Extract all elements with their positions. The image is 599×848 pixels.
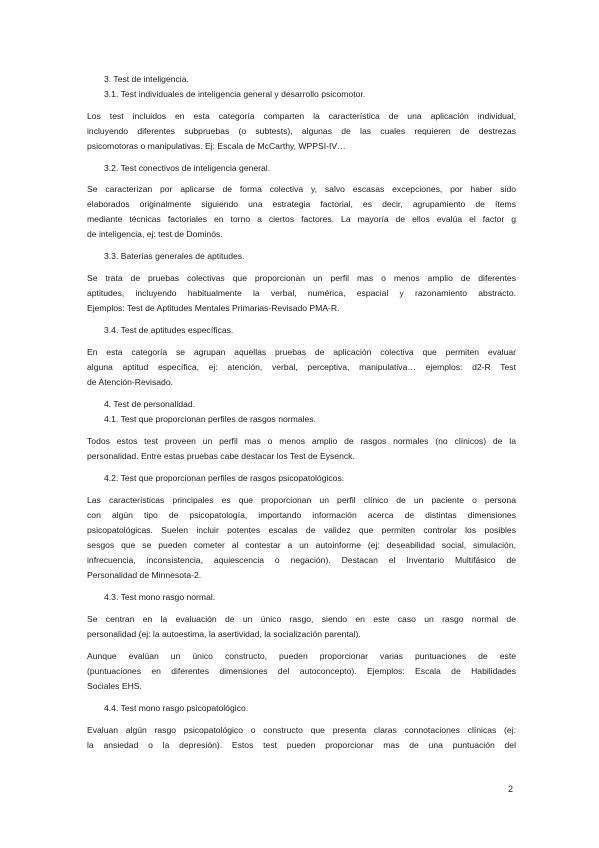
subsection-heading: 3.4. Test de aptitudes específicas.: [104, 325, 234, 335]
paragraph-line: personalidad (ej: la autoestima, la asertividad, la socialización parental).: [87, 629, 361, 639]
paragraph-line: Se trata de pruebas colectivas que proporcionan un perfil mas o menos amplio de diferentes: [87, 273, 516, 283]
section-heading: 3. Test de inteligencia.: [104, 74, 189, 84]
section-heading: 4. Test de personalidad.: [104, 399, 196, 409]
paragraph-line: mediante técnicas factoriales en torno a ciertos factores. La mayoría de ellos evalúa el factor g: [87, 214, 516, 224]
paragraph-line: Aunque evalúan un único constructo, pueden proporcionar varias puntuaciones de este: [87, 651, 516, 661]
subsection-heading: 3.3. Baterías generales de aptitudes.: [104, 251, 245, 261]
subsection-heading: 3.1. Test individuales de inteligencia general y desarrollo psicomotor.: [104, 89, 366, 99]
paragraph-line: elaborados originalmente siguiendo una estrategia factorial, es decir, agrupamiento de ítems: [87, 199, 516, 209]
paragraph-line: Se centran en la evaluación de un único rasgo, siendo en este caso un rasgo normal de: [87, 614, 516, 624]
paragraph-line: Ejemplos: Test de Aptitudes Mentales Primarias-Revisado PMA-R.: [87, 303, 340, 313]
paragraph-line: psicopatológicas. Suelen incluir potentes escalas de validez que permiten controlar los posibles: [87, 525, 516, 535]
paragraph-line: con algún tipo de psicopatología, importando información acerca de distintas dimensiones: [87, 510, 516, 520]
paragraph-line: Evaluan algún rasgo psicopatológico o constructo que presenta claras connotaciones clínicas (ej:: [87, 725, 516, 735]
subsection-heading: 3.2. Test conectivos de inteligencia general.: [104, 163, 271, 173]
paragraph-line: infrecuencia, inconsistencia, aquiescencia o negación). Destacan el Inventario Multifásico de: [87, 555, 516, 565]
subsection-heading: 4.2. Test que proporcionan perfiles de rasgos psicopatológicos.: [104, 473, 345, 483]
paragraph-line: Sociales EHS.: [87, 681, 142, 691]
paragraph-line: de Atención-Revisado.: [87, 377, 173, 387]
page-number: 2: [508, 784, 514, 794]
paragraph-line: En esta categoría se agrupan aquellas pruebas de aplicación colectiva que permiten evaluar: [87, 347, 516, 357]
paragraph-line: (puntuaciones en diferentes dimensiones del autoconcepto). Ejemplos: Escala de Habilidades: [87, 666, 516, 676]
subsection-heading: 4.1. Test que proporcionan perfiles de rasgos normales.: [104, 414, 316, 424]
paragraph-line: personalidad. Entre estas pruebas cabe destacar los Test de Eysenck.: [87, 451, 355, 461]
paragraph-line: aptitudes, incluyendo habitualmente la verbal, numérica, espacial y razonamiento abstracto.: [87, 288, 516, 298]
paragraph-line: Las características principales es que proporcionan un perfil clínico de un paciente o persona: [87, 495, 516, 505]
paragraph-line: la ansiedad o la depresión). Estos test pueden proporcionar mas de una puntuación del: [87, 740, 516, 750]
paragraph-line: Los test incluidos en esta categoría comparten la característica de una aplicación individual,: [87, 111, 516, 121]
paragraph-line: incluyendo diferentes subpruebas (o subtests), algunas de las cuales requieren de destrezas: [87, 126, 516, 136]
paragraph-line: alguna aptitud específica, ej: atención, verbal, perceptiva, manipulativa… ejemplos: d2-R Test: [87, 362, 516, 372]
paragraph-line: de inteligencia, ej: test de Dominós.: [87, 229, 223, 239]
paragraph-line: Se caracterizan por aplicarse de forma colectiva y, salvo escasas excepciones, por haber sido: [87, 184, 516, 194]
paragraph-line: sesgos que se pueden cometer al contestar a un autoinforme (ej: deseabilidad social, simulación,: [87, 540, 516, 550]
paragraph-line: Todos estos test proveen un perfil mas o menos amplio de rasgos normales (no clínicos) de la: [87, 436, 516, 446]
paragraph-line: Personalidad de Minnesota-2.: [87, 570, 202, 580]
subsection-heading: 4.4. Test mono rasgo psicopatológico.: [104, 703, 249, 713]
subsection-heading: 4.3. Test mono rasgo normal.: [104, 592, 216, 602]
paragraph-line: psicomotoras o manipulativas. Ej: Escala de McCarthy, WPPSI-IV…: [87, 141, 346, 151]
